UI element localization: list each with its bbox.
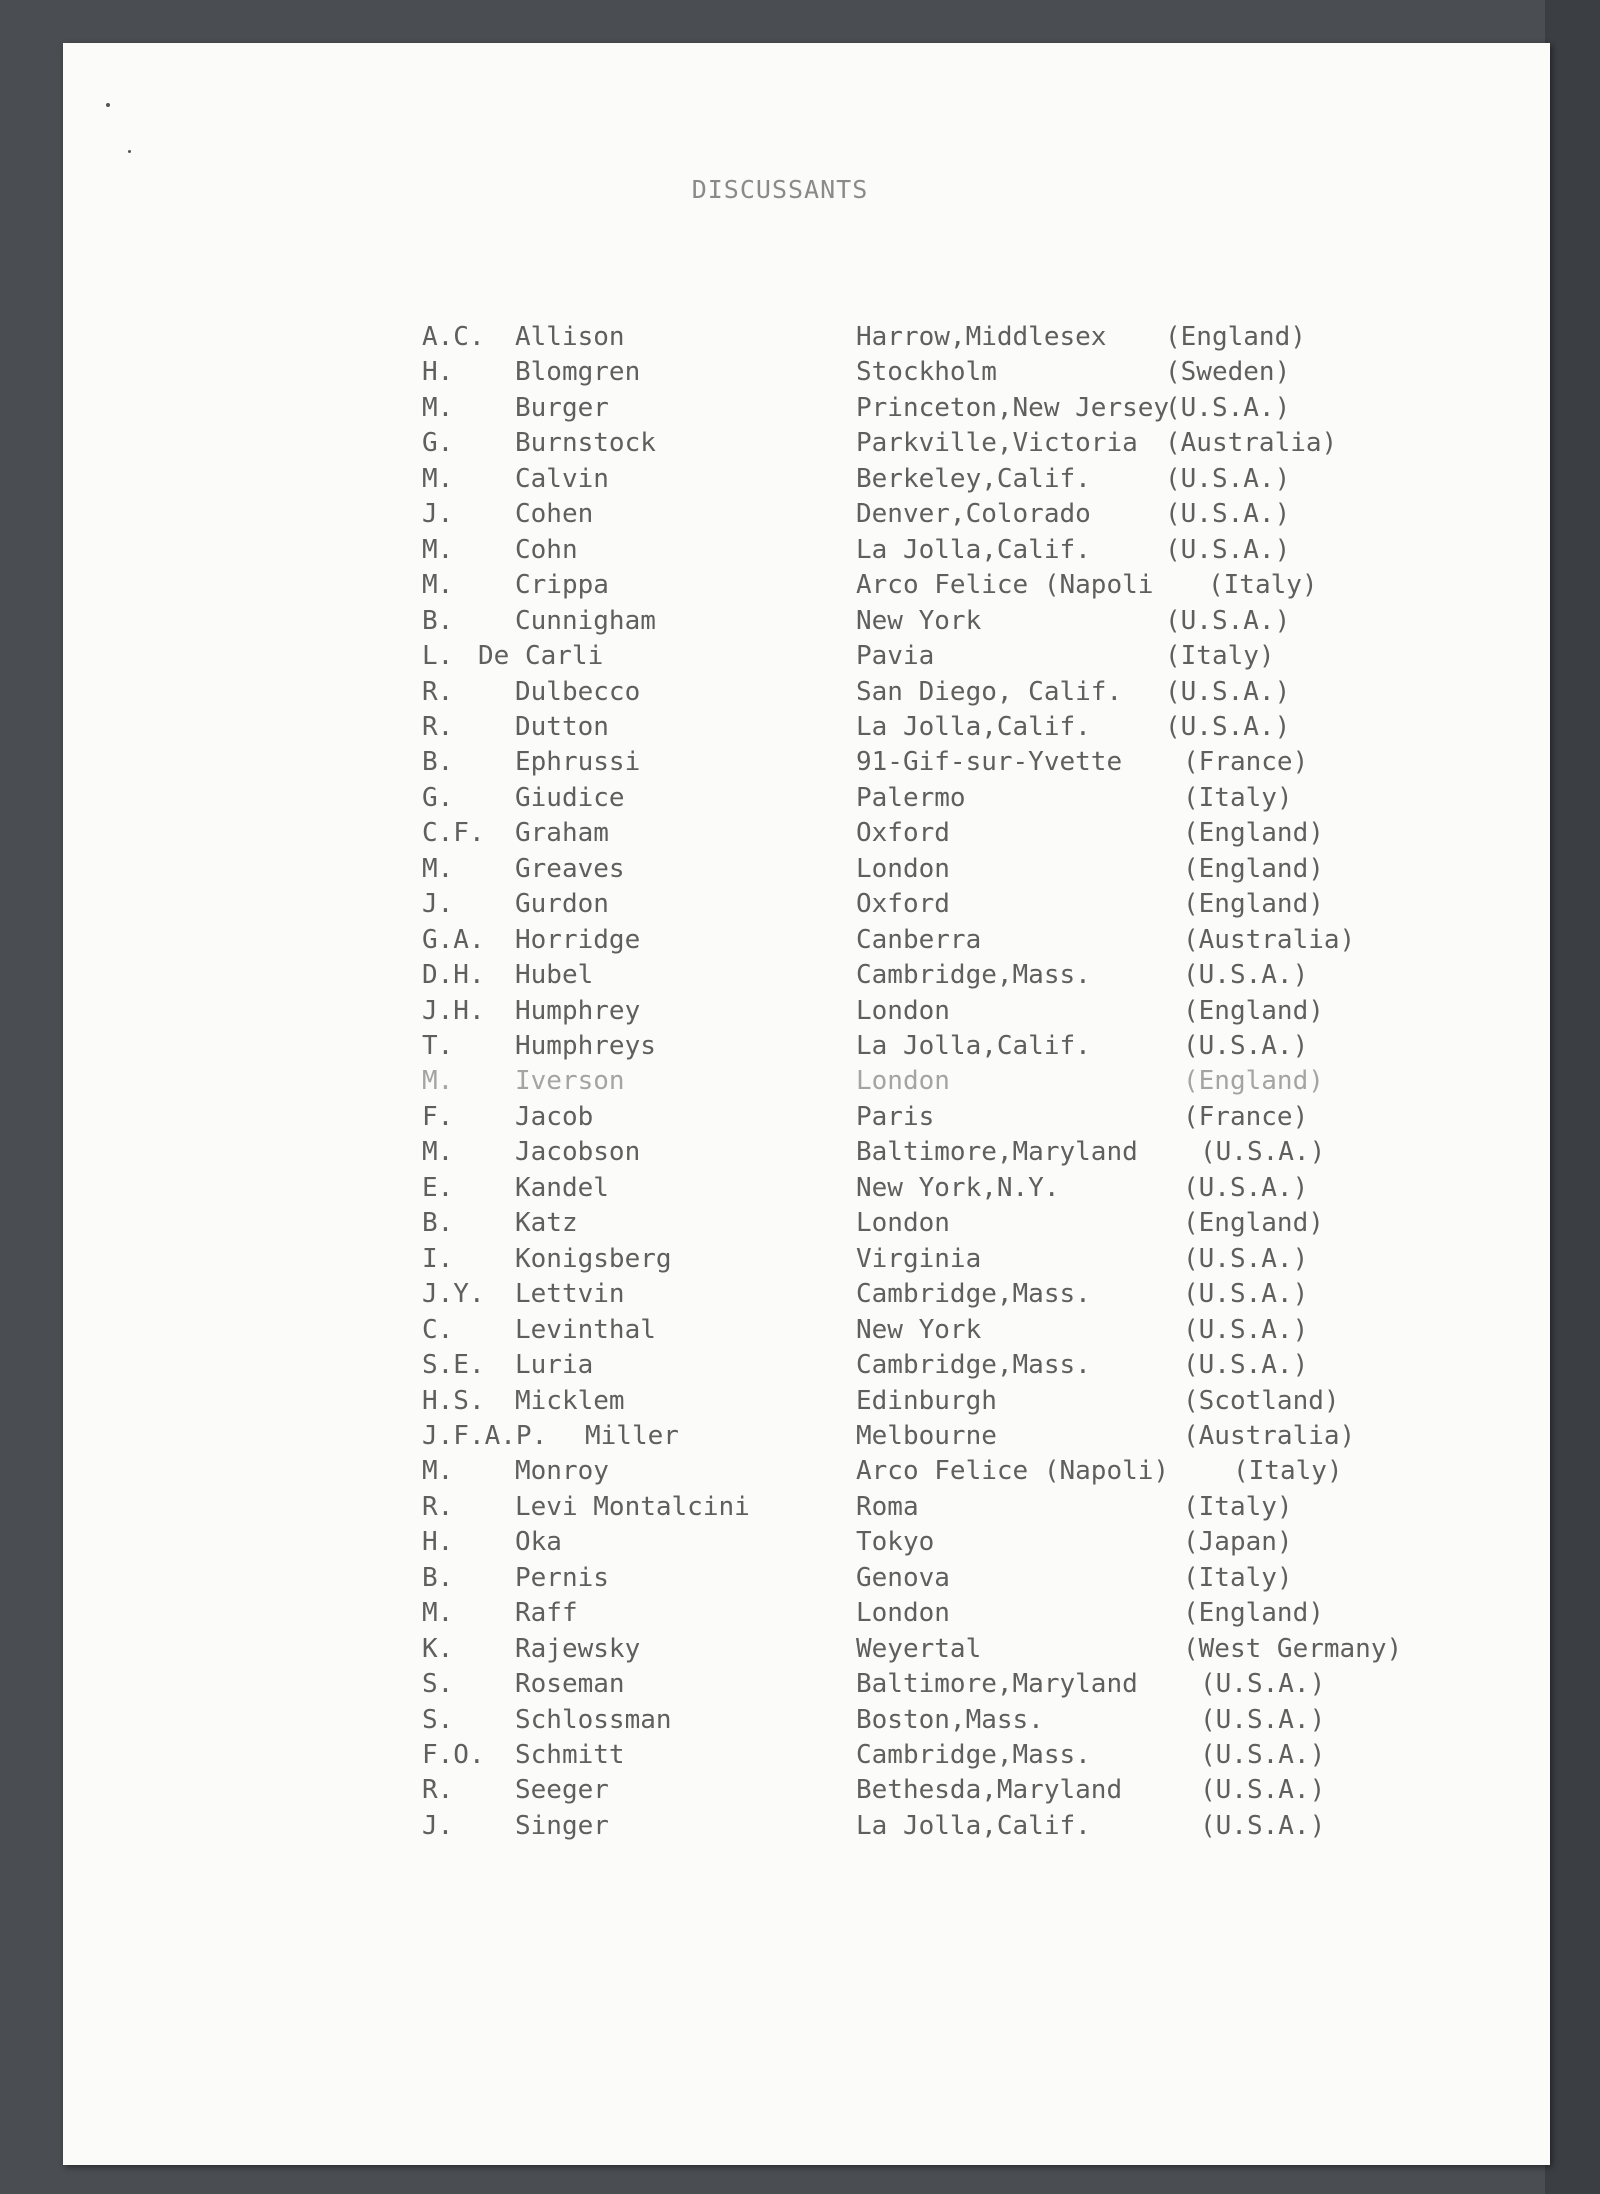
discussant-country: (U.S.A.) <box>1200 1775 1326 1806</box>
discussant-place: Berkeley,Calif. <box>856 463 1091 494</box>
discussant-initials: A.C. <box>422 322 485 352</box>
discussant-country: (U.S.A.) <box>1200 1810 1326 1841</box>
discussant-place: London <box>856 853 950 884</box>
discussant-initials: B. <box>422 747 454 778</box>
discussant-place: New York,N.Y. <box>856 1172 1060 1203</box>
discussant-row <box>0 1561 1500 1596</box>
discussant-row <box>0 1029 1500 1064</box>
discussant-place: 91-Gif-sur-Yvette <box>856 747 1123 778</box>
discussant-row <box>0 1667 1500 1702</box>
discussant-country: (U.S.A.) <box>1165 676 1291 707</box>
discussant-initials: G. <box>422 428 454 459</box>
discussant-surname: Hubel <box>515 960 594 991</box>
discussant-initials: K. <box>422 1633 454 1664</box>
discussant-initials: M. <box>422 392 454 423</box>
discussant-surname: Schlossman <box>515 1704 672 1735</box>
discussant-country: (U.S.A.) <box>1183 960 1309 991</box>
discussant-place: Weyertal <box>856 1633 982 1664</box>
discussant-surname: Ephrussi <box>515 747 641 778</box>
discussant-country: (France) <box>1183 1101 1309 1132</box>
discussant-place: San Diego, Calif. <box>856 676 1123 707</box>
discussant-initials: B. <box>422 1208 454 1239</box>
discussant-country: (U.S.A.) <box>1183 1243 1309 1274</box>
discussant-country: (U.S.A.) <box>1165 499 1291 530</box>
discussant-surname: Jacob <box>515 1101 594 1132</box>
discussant-country: (U.S.A.) <box>1165 534 1291 565</box>
discussant-initials: J. <box>422 1810 454 1841</box>
discussant-country: (U.S.A.) <box>1165 711 1291 742</box>
discussant-initials: C.F. <box>422 818 485 849</box>
discussant-surname: Roseman <box>515 1669 625 1700</box>
discussant-row <box>0 391 1500 426</box>
discussant-initials: L. <box>422 641 454 672</box>
discussant-country: (Italy) <box>1208 570 1318 601</box>
discussant-row <box>0 1277 1500 1312</box>
discussant-place: Cambridge,Mass. <box>856 1350 1091 1381</box>
discussant-surname: Pernis <box>515 1562 609 1593</box>
discussant-initials: M. <box>422 463 454 494</box>
discussant-row <box>0 781 1500 816</box>
discussant-country: (England) <box>1183 818 1324 849</box>
discussant-country: (England) <box>1165 322 1306 352</box>
discussant-place: Baltimore,Maryland <box>856 1669 1138 1700</box>
discussant-row <box>0 639 1500 674</box>
discussant-surname: Crippa <box>515 570 609 601</box>
discussant-surname: Katz <box>515 1208 578 1239</box>
discussant-initials: E. <box>422 1172 454 1203</box>
discussant-surname: Gurdon <box>515 889 609 920</box>
discussant-place: Harrow,Middlesex <box>856 322 1107 352</box>
discussant-surname: Burger <box>515 392 609 423</box>
discussant-row <box>0 923 1500 958</box>
discussant-initials: R. <box>422 1775 454 1806</box>
discussant-place: Melbourne <box>856 1420 997 1451</box>
discussant-row <box>0 745 1500 780</box>
discussant-surname: Levi Montalcini <box>515 1491 750 1522</box>
discussant-row <box>0 1703 1500 1738</box>
discussant-initials: S. <box>422 1669 454 1700</box>
scan-backdrop <box>1545 0 1600 2194</box>
discussant-row <box>0 1242 1500 1277</box>
discussant-place: New York <box>856 1314 982 1345</box>
discussant-row <box>0 1100 1500 1135</box>
discussant-country: (U.S.A.) <box>1200 1669 1326 1700</box>
discussant-place: Pavia <box>856 641 935 672</box>
discussant-place: La Jolla,Calif. <box>856 534 1091 565</box>
discussant-initials: M. <box>422 1598 454 1629</box>
discussant-place: La Jolla,Calif. <box>856 711 1091 742</box>
discussant-surname: Dulbecco <box>515 676 641 707</box>
discussant-initials: D.H. <box>422 960 485 991</box>
discussant-place: Princeton,New Jersey <box>856 392 1170 423</box>
discussant-surname: Allison <box>515 322 625 352</box>
discussant-initials: C. <box>422 1314 454 1345</box>
discussant-initials: S. <box>422 1704 454 1735</box>
discussant-row <box>0 426 1500 461</box>
discussant-initials: M. <box>422 1137 454 1168</box>
discussant-row <box>0 1313 1500 1348</box>
discussant-surname: Miller <box>585 1420 679 1451</box>
discussant-surname: Jacobson <box>515 1137 641 1168</box>
discussant-place: La Jolla,Calif. <box>856 1810 1091 1841</box>
discussant-place: Edinburgh <box>856 1385 997 1416</box>
discussant-country: (Italy) <box>1165 641 1275 672</box>
discussant-place: New York <box>856 605 982 636</box>
discussant-initials: G. <box>422 782 454 813</box>
discussant-country: (U.S.A.) <box>1183 1172 1309 1203</box>
discussant-initials: R. <box>422 1491 454 1522</box>
discussant-initials: G.A. <box>422 924 485 955</box>
discussant-surname: Rajewsky <box>515 1633 641 1664</box>
discussant-country: (U.S.A.) <box>1200 1740 1326 1770</box>
discussant-place: London <box>856 1208 950 1239</box>
discussant-initials: S.E. <box>422 1350 485 1381</box>
discussant-surname: Konigsberg <box>515 1243 672 1274</box>
discussant-row <box>0 1773 1500 1808</box>
discussant-place: Arco Felice (Napoli <box>856 570 1154 601</box>
discussant-place: Paris <box>856 1101 935 1132</box>
discussant-initials: I. <box>422 1243 454 1274</box>
discussant-row <box>0 994 1500 1029</box>
discussant-surname: De Carli <box>478 641 604 672</box>
discussant-surname: Iverson <box>515 1066 625 1097</box>
discussant-country: (England) <box>1183 1066 1324 1097</box>
discussant-initials: R. <box>422 711 454 742</box>
discussant-country: (U.S.A.) <box>1183 1350 1309 1381</box>
discussant-place: Cambridge,Mass. <box>856 960 1091 991</box>
discussant-surname: Monroy <box>515 1456 609 1487</box>
discussant-place: Denver,Colorado <box>856 499 1091 530</box>
discussant-row <box>0 1384 1500 1419</box>
discussant-country: (Japan) <box>1183 1527 1293 1558</box>
discussant-country: (U.S.A.) <box>1165 463 1291 494</box>
discussant-initials: M. <box>422 570 454 601</box>
discussant-country: (West Germany) <box>1183 1633 1403 1664</box>
discussant-surname: Oka <box>515 1527 562 1558</box>
discussant-country: (U.S.A.) <box>1183 1279 1309 1310</box>
discussant-surname: Burnstock <box>515 428 656 459</box>
discussant-row <box>0 1348 1500 1383</box>
discussant-initials: B. <box>422 605 454 636</box>
discussant-country: (England) <box>1183 995 1324 1026</box>
discussant-country: (U.S.A.) <box>1183 1314 1309 1345</box>
discussant-surname: Giudice <box>515 782 625 813</box>
discussant-initials: H. <box>422 1527 454 1558</box>
discussant-row <box>0 1525 1500 1560</box>
discussant-place: Cambridge,Mass. <box>856 1740 1091 1770</box>
discussant-row <box>0 1171 1500 1206</box>
discussant-row <box>0 497 1500 532</box>
discussant-country: (England) <box>1183 1208 1324 1239</box>
discussant-row <box>0 710 1500 745</box>
discussant-country: (France) <box>1183 747 1309 778</box>
discussant-surname: Calvin <box>515 463 609 494</box>
discussant-initials: T. <box>422 1031 454 1061</box>
discussant-surname: Raff <box>515 1598 578 1629</box>
discussant-surname: Cohen <box>515 499 594 530</box>
discussant-place: Arco Felice (Napoli) <box>856 1456 1170 1487</box>
discussant-row <box>0 958 1500 993</box>
discussant-surname: Cunnigham <box>515 605 656 636</box>
discussant-surname: Kandel <box>515 1172 609 1203</box>
discussant-surname: Horridge <box>515 924 641 955</box>
discussant-initials: J.H. <box>422 995 485 1026</box>
page-title: DISCUSSANTS <box>691 175 869 204</box>
discussant-country: (U.S.A.) <box>1165 605 1291 636</box>
discussant-place: Tokyo <box>856 1527 935 1558</box>
discussant-row <box>0 1809 1500 1844</box>
discussant-country: (Scotland) <box>1183 1385 1340 1416</box>
discussant-initials: J. <box>422 499 454 530</box>
discussant-place: Oxford <box>856 889 950 920</box>
discussant-initials: M. <box>422 853 454 884</box>
discussant-initials: M. <box>422 534 454 565</box>
discussant-row <box>0 1419 1500 1454</box>
discussant-place: Oxford <box>856 818 950 849</box>
discussant-initials: F.O. <box>422 1740 485 1770</box>
discussant-row <box>0 604 1500 639</box>
discussant-surname: Schmitt <box>515 1740 625 1770</box>
discussant-initials: J. <box>422 889 454 920</box>
discussant-row <box>0 1738 1500 1773</box>
discussant-place: London <box>856 995 950 1026</box>
discussant-surname: Blomgren <box>515 357 641 388</box>
discussant-place: London <box>856 1598 950 1629</box>
discussant-country: (Sweden) <box>1165 357 1291 388</box>
discussant-place: Parkville,Victoria <box>856 428 1138 459</box>
discussant-row <box>0 1454 1500 1489</box>
discussant-surname: Graham <box>515 818 609 849</box>
discussant-row <box>0 320 1500 355</box>
paper-speck <box>128 150 131 153</box>
discussant-place: Boston,Mass. <box>856 1704 1044 1735</box>
discussant-row <box>0 1064 1500 1099</box>
discussant-place: Cambridge,Mass. <box>856 1279 1091 1310</box>
discussant-country: (Italy) <box>1183 782 1293 813</box>
discussant-surname: Levinthal <box>515 1314 656 1345</box>
discussant-surname: Dutton <box>515 711 609 742</box>
discussant-row <box>0 462 1500 497</box>
discussant-country: (U.S.A.) <box>1165 392 1291 423</box>
discussant-row <box>0 675 1500 710</box>
discussant-initials: B. <box>422 1562 454 1593</box>
discussant-surname: Greaves <box>515 853 625 884</box>
discussant-surname: Seeger <box>515 1775 609 1806</box>
discussant-surname: Micklem <box>515 1385 625 1416</box>
discussant-country: (Italy) <box>1183 1491 1293 1522</box>
discussant-place: Genova <box>856 1562 950 1593</box>
discussant-initials: H.S. <box>422 1385 485 1416</box>
discussant-country: (England) <box>1183 1598 1324 1629</box>
discussant-place: Baltimore,Maryland <box>856 1137 1138 1168</box>
discussant-country: (U.S.A.) <box>1200 1137 1326 1168</box>
discussant-country: (Australia) <box>1183 924 1356 955</box>
discussant-place: Stockholm <box>856 357 997 388</box>
discussant-initials: M. <box>422 1066 454 1097</box>
discussant-initials: J.F.A.P. <box>422 1420 548 1451</box>
discussant-place: Bethesda,Maryland <box>856 1775 1123 1806</box>
discussant-initials: R. <box>422 676 454 707</box>
discussant-initials: H. <box>422 357 454 388</box>
discussant-country: (U.S.A.) <box>1200 1704 1326 1735</box>
discussant-place: La Jolla,Calif. <box>856 1031 1091 1061</box>
discussant-row <box>0 887 1500 922</box>
discussant-place: Virginia <box>856 1243 982 1274</box>
discussant-country: (England) <box>1183 853 1324 884</box>
discussant-row <box>0 1632 1500 1667</box>
discussant-country: (U.S.A.) <box>1183 1031 1309 1061</box>
discussant-place: Palermo <box>856 782 966 813</box>
discussant-initials: M. <box>422 1456 454 1487</box>
discussant-initials: J.Y. <box>422 1279 485 1310</box>
discussant-initials: F. <box>422 1101 454 1132</box>
discussant-surname: Lettvin <box>515 1279 625 1310</box>
discussant-row <box>0 1596 1500 1631</box>
discussant-country: (Australia) <box>1183 1420 1356 1451</box>
discussant-row <box>0 816 1500 851</box>
discussant-row <box>0 568 1500 603</box>
discussant-row <box>0 1135 1500 1170</box>
discussant-surname: Luria <box>515 1350 594 1381</box>
discussant-surname: Singer <box>515 1810 609 1841</box>
discussant-row <box>0 1490 1500 1525</box>
discussant-country: (Australia) <box>1165 428 1338 459</box>
discussant-surname: Humphrey <box>515 995 641 1026</box>
discussant-country: (Italy) <box>1233 1456 1343 1487</box>
discussant-row <box>0 533 1500 568</box>
discussant-surname: Humphreys <box>515 1031 656 1061</box>
discussant-row <box>0 852 1500 887</box>
discussant-country: (Italy) <box>1183 1562 1293 1593</box>
paper-speck <box>106 103 110 107</box>
discussant-surname: Cohn <box>515 534 578 565</box>
discussant-place: Roma <box>856 1491 919 1522</box>
discussant-row <box>0 1206 1500 1241</box>
discussant-row <box>0 355 1500 390</box>
discussant-place: London <box>856 1066 950 1097</box>
discussant-country: (England) <box>1183 889 1324 920</box>
discussant-place: Canberra <box>856 924 982 955</box>
